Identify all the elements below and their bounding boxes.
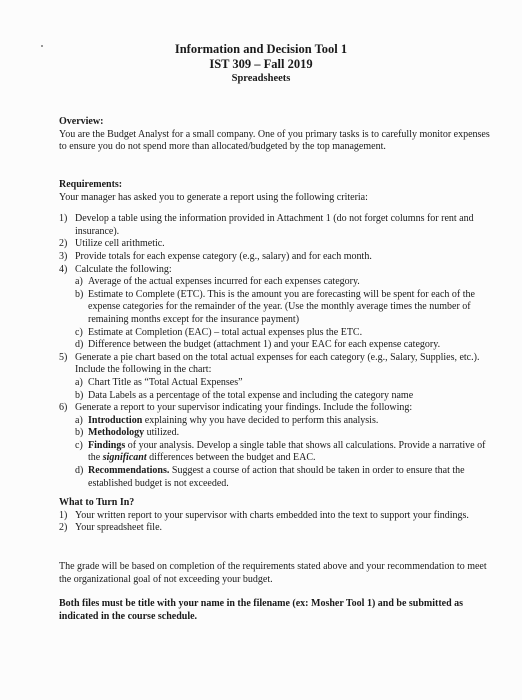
list-item: 5) Generate a pie chart based on the total actual expenses for each category (e.g., Salary, Supplies, etc.). Include the following in the chart: a) Chart Title as “Total Actual Expenses” b) Data Labels as a percentage of the total expense and including the category name bbox=[59, 352, 499, 402]
requirements-section bbox=[59, 179, 499, 490]
grading-paragraph: The grade will be based on completion of the requirements stated above and your recommendation to meet the organizational goal of not exceeding your budget. bbox=[59, 561, 487, 585]
requirements-intro: Your manager has asked you to generate a report using the following criteria: bbox=[59, 191, 368, 203]
document-title: Information and Decision Tool 1 bbox=[174, 42, 348, 56]
sub-item: b) Data Labels as a percentage of the total expense and including the category name bbox=[75, 389, 414, 401]
sub-item: c) Findings of your analysis. Develop a single table that shows all calculations. Provide a narrative of the significant differences between the budget and EAC. bbox=[75, 439, 486, 464]
sub-list bbox=[75, 377, 499, 402]
requirements-heading: Requirements: bbox=[59, 179, 123, 190]
sub-list bbox=[75, 276, 499, 352]
sub-item: a) Average of the actual expenses incurred for each expenses category. bbox=[75, 276, 360, 288]
list-item: 3) Provide totals for each expense category (e.g., salary) and for each month. bbox=[59, 250, 372, 262]
list-item: 1) Your written report to your supervisor with charts embedded into the text to support your findings. bbox=[59, 509, 469, 521]
course-line: IST 309 – Fall 2019 bbox=[209, 57, 313, 71]
list-item: 2) Utilize cell arithmetic. bbox=[59, 238, 165, 250]
list-item: 1) Develop a table using the information provided in Attachment 1 (do not forget columns for rent and insurance). bbox=[59, 213, 474, 237]
document-subtitle: Spreadsheets bbox=[231, 73, 291, 84]
list-item: 6) Generate a report to your supervisor indicating your findings. Include the following: a) Introduction explaining why you have decided to perform this analysis. b) Methodology utilized. c) Findings of your analysis. Develop a single table that shows all calculations. Provide a narrative of the significant differences between the budget and EAC. d) Recommendations. Suggest a course of action that should be taken in order to ensure that the established budget is not exceeded. bbox=[59, 402, 499, 490]
sub-item: b) Methodology utilized. bbox=[75, 427, 180, 439]
sub-list bbox=[75, 415, 499, 491]
overview-heading: Overview: bbox=[59, 116, 104, 127]
sub-item: d) Difference between the budget (attachment 1) and your EAC for each expense category. bbox=[75, 339, 441, 351]
list-item: 2) Your spreadsheet file. bbox=[59, 522, 163, 534]
sub-item: a) Chart Title as “Total Actual Expenses” bbox=[75, 376, 243, 388]
sub-item: c) Estimate at Completion (EAC) – total actual expenses plus the ETC. bbox=[75, 326, 363, 338]
sub-item: a) Introduction explaining why you have decided to perform this analysis. bbox=[75, 414, 379, 426]
sub-item: d) Recommendations. Suggest a course of action that should be taken in order to ensure that the established budget is not exceeded. bbox=[75, 465, 465, 489]
turn-in-heading: What to Turn In? bbox=[59, 497, 135, 508]
overview-section bbox=[59, 116, 499, 154]
requirements-list bbox=[59, 213, 499, 490]
turn-in-list bbox=[59, 510, 499, 535]
overview-text: You are the Budget Analyst for a small company. One of you primary tasks is to carefully monitor expenses to ensure you do not spend more than allocated/budgeted by the top management. bbox=[59, 128, 490, 153]
list-item: 4) Calculate the following: a) Average of the actual expenses incurred for each expenses category. b) Estimate to Complete (ETC). This is the amount you are forecasting will be spent for each of the expense categories for the remainder of the year. (Use the monthly average times the number of remaining months except for the insurance payment) c) Estimate at Completion (EAC) – total actual expenses plus the ETC. d) Difference between the budget (attachment 1) and your EAC for each expense category. bbox=[59, 264, 499, 352]
files-note: Both files must be title with your name in the filename (ex: Mosher Tool 1) and be submitted as indicated in the course schedule. bbox=[59, 598, 464, 622]
document-header bbox=[0, 42, 522, 86]
sub-item: b) Estimate to Complete (ETC). This is the amount you are forecasting will be spent for each of the expense categories for the remainder of the year. (Use the monthly average times the number of remaining months except for the insurance payment) bbox=[75, 288, 475, 325]
turn-in-section bbox=[59, 497, 499, 535]
